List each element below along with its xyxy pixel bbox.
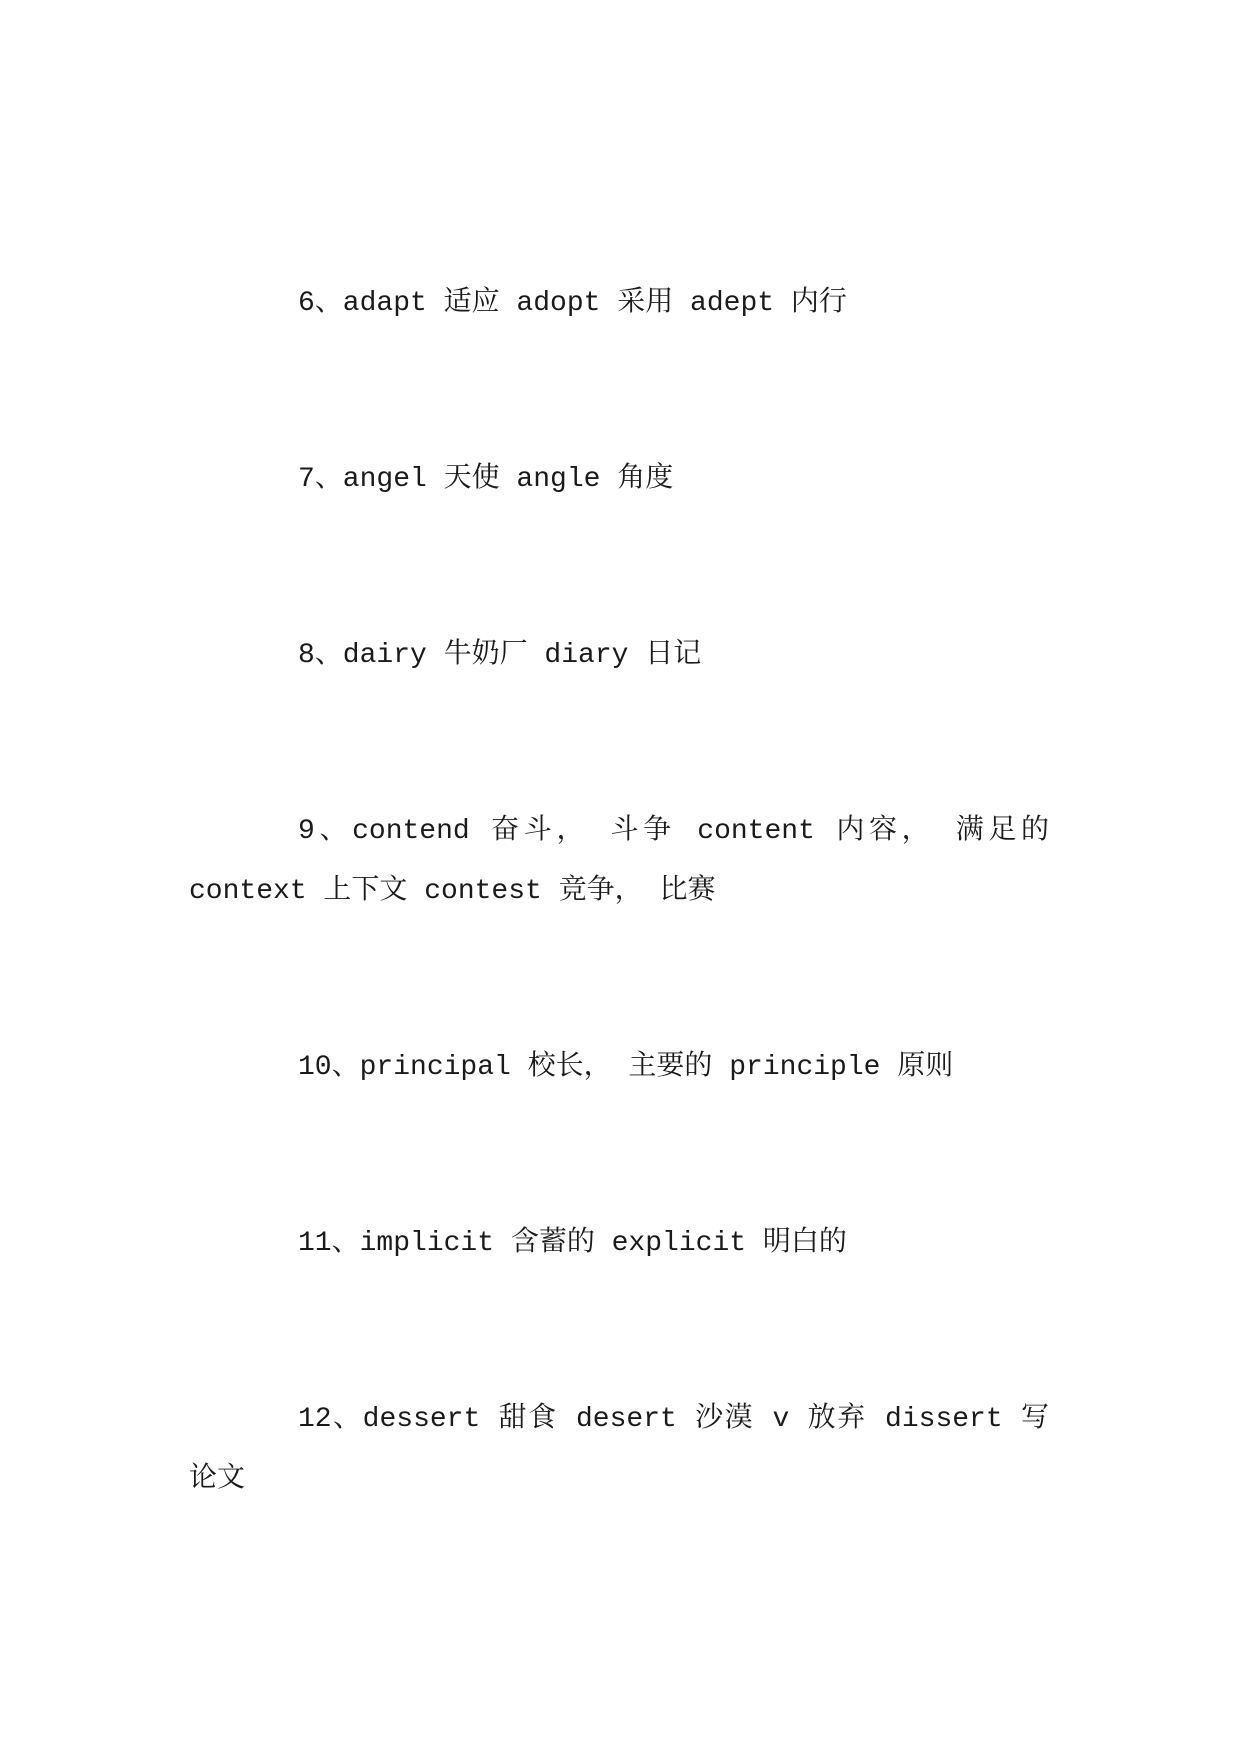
vocab-entry-11: 11、implicit 含蓄的 explicit 明白的 [298,1228,847,1259]
vocabulary-list [189,274,1049,1510]
vocab-entry-10: 10、principal 校长， 主要的 principle 原则 [298,1052,954,1083]
vocab-entry-9: 9、contend 奋斗， 斗争 content 内容， 满足的 context 上下文 contest 竞争， 比赛 [189,816,1049,907]
vocab-entry-12: 12、dessert 甜食 desert 沙漠 v 放弃 dissert 写论文 [189,1404,1049,1495]
vocab-entry-7: 7、angel 天使 angle 角度 [298,464,674,495]
vocab-entry-8: 8、dairy 牛奶厂 diary 日记 [298,640,702,671]
vocab-entry-6: 6、adapt 适应 adopt 采用 adept 内行 [298,288,847,319]
